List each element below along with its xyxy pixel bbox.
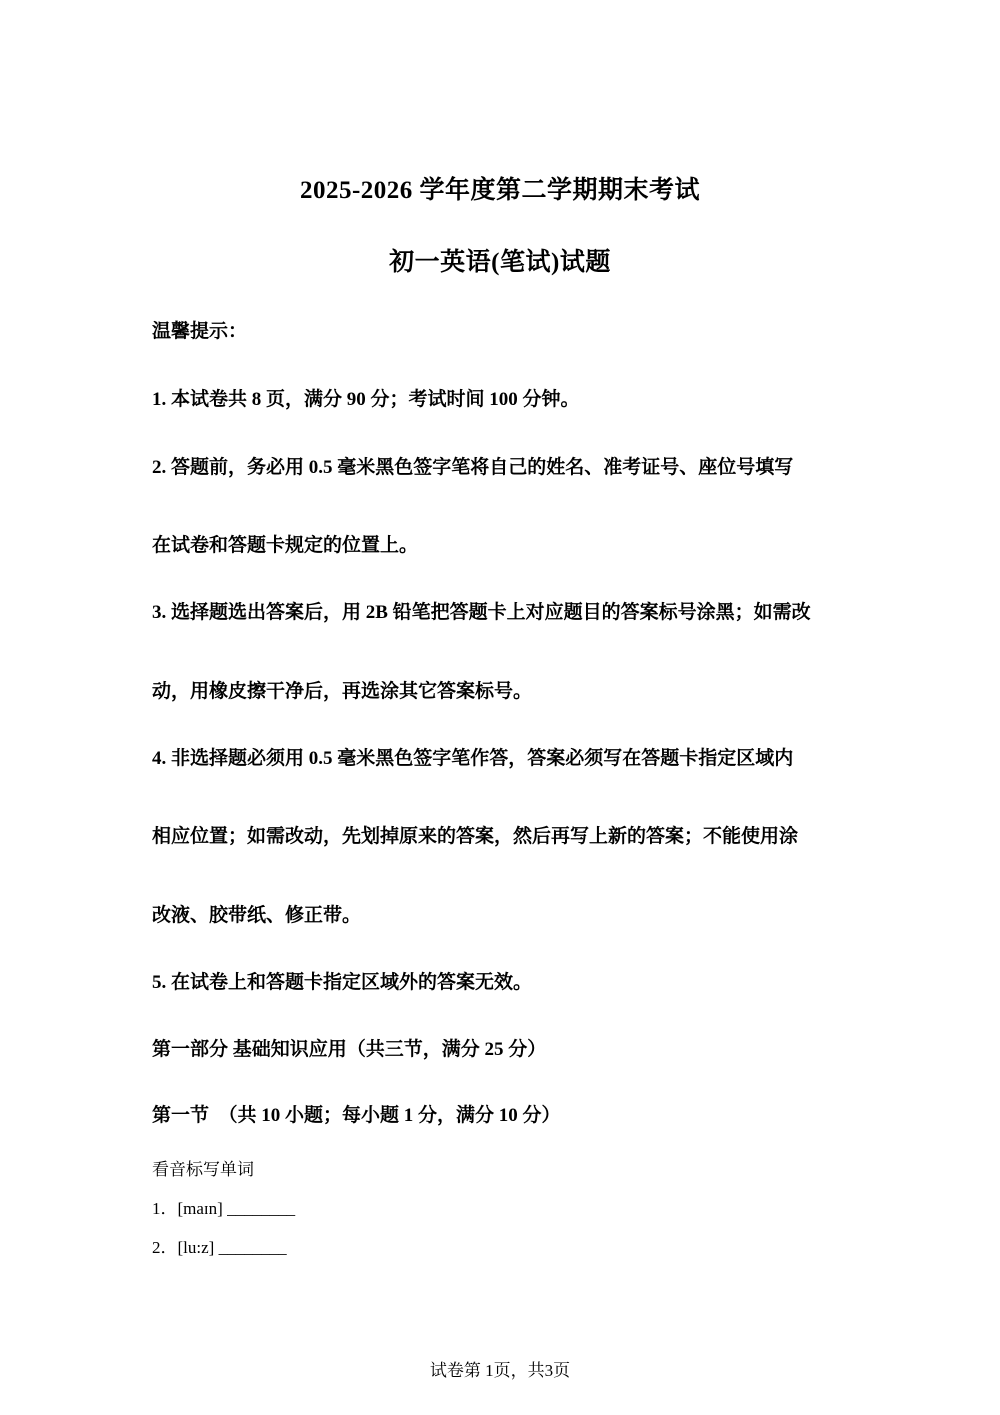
question-item: 1．[maɪn] ________ xyxy=(152,1199,296,1218)
question-item: 2．[lu:z] ________ xyxy=(152,1238,287,1257)
notice-item-3-line-2: 动，用橡皮擦干净后，再选涂其它答案标号。 xyxy=(152,681,533,702)
notice-item-4-line-3: 改液、胶带纸、修正带。 xyxy=(152,905,362,926)
part-heading: 第一部分 基础知识应用（共三节，满分 25 分） xyxy=(152,1039,547,1060)
exam-subtitle: 初一英语(笔试)试题 xyxy=(389,249,611,276)
notice-heading: 温馨提示： xyxy=(152,321,248,342)
page-number: 试卷第 1页，共3页 xyxy=(429,1361,571,1380)
notice-item-2-line-2: 在试卷和答题卡规定的位置上。 xyxy=(152,535,419,556)
section-instruction: 看音标写单词 xyxy=(152,1160,254,1179)
notice-item-2-line-1: 2. 答题前，务必用 0.5 毫米黑色签字笔将自己的姓名、准考证号、座位号填写 xyxy=(152,457,794,478)
notice-item-4-line-2: 相应位置；如需改动，先划掉原来的答案，然后再写上新的答案；不能使用涂 xyxy=(152,826,799,847)
notice-item-3-line-1: 3. 选择题选出答案后，用 2B 铅笔把答题卡上对应题目的答案标号涂黑；如需改 xyxy=(152,602,811,623)
notice-item-1: 1. 本试卷共 8 页，满分 90 分；考试时间 100 分钟。 xyxy=(152,389,580,410)
exam-title: 2025-2026 学年度第二学期期末考试 xyxy=(299,177,701,204)
notice-item-5: 5. 在试卷上和答题卡指定区域外的答案无效。 xyxy=(152,972,533,993)
section-heading: 第一节 （共 10 小题；每小题 1 分，满分 10 分） xyxy=(152,1105,561,1126)
notice-item-4-line-1: 4. 非选择题必须用 0.5 毫米黑色签字笔作答，答案必须写在答题卡指定区域内 xyxy=(152,748,794,769)
